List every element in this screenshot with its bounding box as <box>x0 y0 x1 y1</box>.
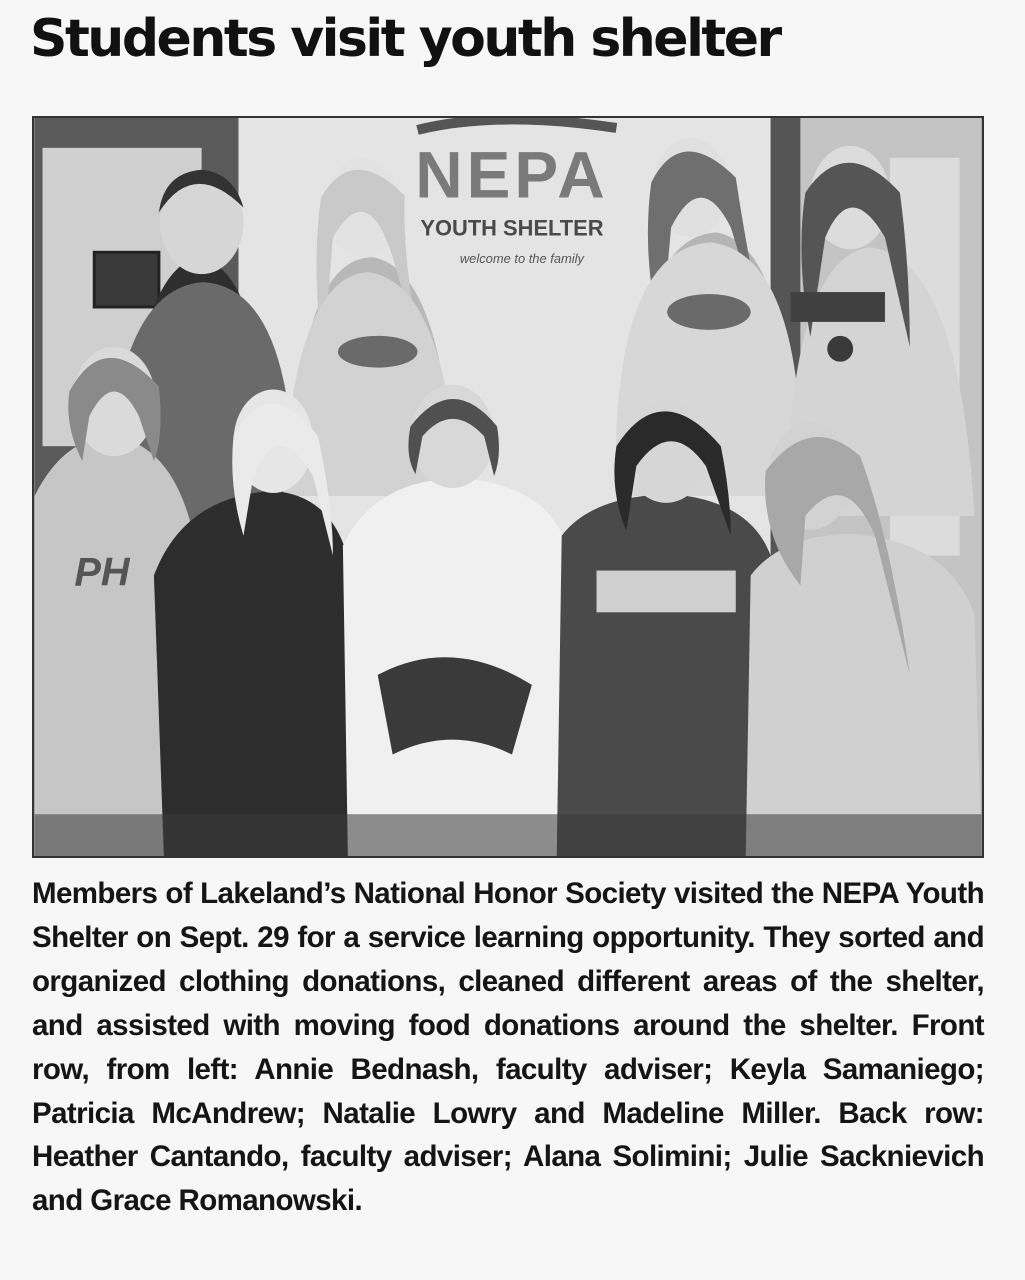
article-headline: Students visit youth shelter <box>30 9 780 69</box>
wall-plaque <box>94 252 159 307</box>
photo-caption: Members of Lakeland’s National Honor Society visited the NEPA Youth Shelter on Sept. 29 for a service learning opportunity. They sorted and organized clothing donations, cleaned different areas of the shelter, and assisted with moving food donations around the shelter. Front row, from left: Annie Bednash, faculty adviser; Keyla Samaniego; Patricia McAndrew; Natalie Lowry and Madeline Miller. Back row: Heather Cantando, faculty adviser; Alana Solimini; Julie Sacknievich and Grace Romanowski. <box>32 877 984 1218</box>
group-photo <box>32 116 984 858</box>
sign-title: YOUTH SHELTER <box>420 215 604 241</box>
photo-illustration <box>34 118 982 856</box>
sign-tagline: welcome to the family <box>459 251 584 267</box>
svg-text:PH: PH <box>74 550 130 595</box>
sign-logo: NEPA <box>415 138 609 212</box>
